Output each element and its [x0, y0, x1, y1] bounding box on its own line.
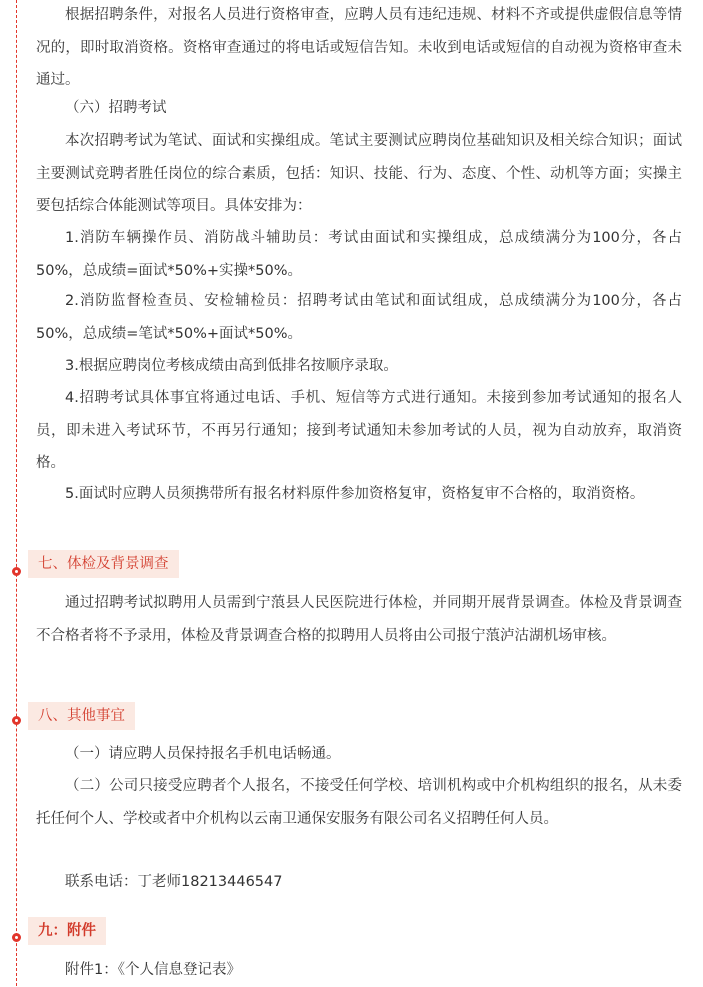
paragraph-other-1: （一）请应聘人员保持报名手机电话畅通。 [65, 746, 341, 762]
paragraph-other-2: （二）公司只接受应聘者个人报名，不接受任何学校、培训机构或中介机构组织的报名，从未委托任何个人、学校或者中介机构以云南卫通保安服务有限公司名义招聘任何人员。 [36, 778, 682, 827]
paragraph-exam-item-2: 2.消防监督检查员、安检辅检员：招聘考试由笔试和面试组成，总成绩满分为100分，各占50%，总成绩=笔试*50%+面试*50%。 [36, 293, 682, 342]
paragraph-exam-item-4: 4.招聘考试具体事宜将通过电话、手机、短信等方式进行通知。未接到参加考试通知的报名人员，即未进入考试环节，不再另行通知；接到考试通知未参加考试的人员，视为自动放弃，取消资格。 [36, 390, 682, 471]
timeline-dot [12, 933, 21, 942]
paragraph-exam-item-3: 3.根据应聘岗位考核成绩由高到低排名按顺序录取。 [65, 358, 398, 374]
timeline-dot [12, 567, 21, 576]
attachment-item-1: 附件1：《个人信息登记表》 [65, 962, 241, 978]
section-heading-attachments: 九：附件 [28, 917, 106, 945]
paragraph-medical-background: 通过招聘考试拟聘用人员需到宁蒗县人民医院进行体检，并同期开展背景调查。体检及背景调查不合格者将不予录用，体检及背景调查合格的拟聘用人员将由公司报宁蒗泸沽湖机场审核。 [36, 595, 682, 644]
section-heading-medical-background: 七、体检及背景调查 [28, 550, 179, 578]
paragraph-exam-item-5: 5.面试时应聘人员须携带所有报名材料原件参加资格复审，资格复审不合格的，取消资格。 [65, 486, 645, 502]
timeline-dot [12, 716, 21, 725]
section-heading-other-matters: 八、其他事宜 [28, 702, 135, 730]
paragraph-exam-composition: 本次招聘考试为笔试、面试和实操组成。笔试主要测试应聘岗位基础知识及相关综合知识；面试主要测试竞聘者胜任岗位的综合素质，包括：知识、技能、行为、态度、个性、动机等方面；实操主要包括综合体能测试等项目。具体安排为： [36, 133, 682, 214]
subheading-recruitment-exam: （六）招聘考试 [65, 100, 167, 116]
paragraph-exam-item-1: 1.消防车辆操作员、消防战斗辅助员：考试由面试和实操组成，总成绩满分为100分，各占50%，总成绩=面试*50%+实操*50%。 [36, 230, 682, 279]
paragraph-qualification-review: 根据招聘条件，对报名人员进行资格审查，应聘人员有违纪违规、材料不齐或提供虚假信息等情况的，即时取消资格。资格审查通过的将电话或短信告知。未收到电话或短信的自动视为资格审查未通过。 [36, 7, 682, 88]
contact-phone: 联系电话：丁老师18213446547 [65, 874, 283, 890]
timeline-line [16, 0, 17, 986]
